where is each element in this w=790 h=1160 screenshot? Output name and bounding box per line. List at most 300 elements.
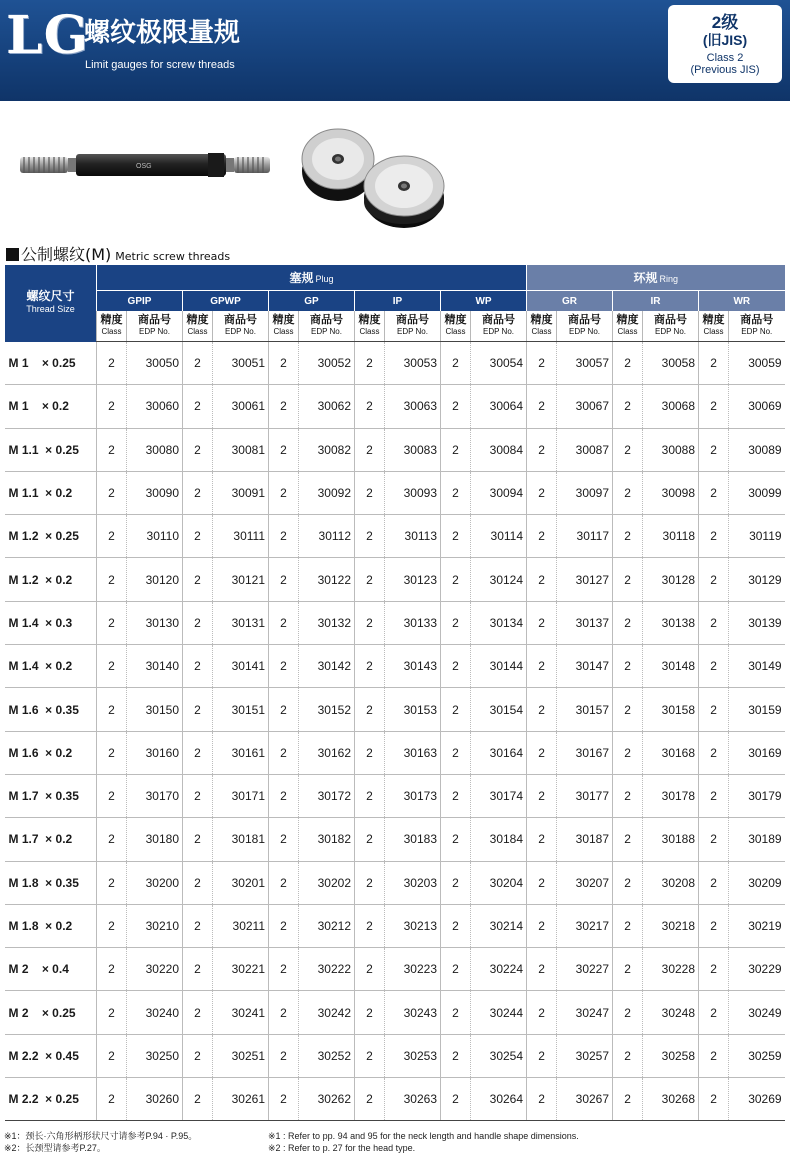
class-cell: 2 [613, 385, 643, 428]
edp-col-header [127, 311, 183, 342]
class-cell: 2 [613, 558, 643, 601]
class-col-header [441, 311, 471, 342]
class-cell: 2 [269, 428, 299, 471]
edp-cell: 30091 [213, 471, 269, 514]
class-cell: 2 [183, 601, 213, 644]
class-cell: 2 [699, 948, 729, 991]
edp-cell: 30137 [557, 601, 613, 644]
class-cell: 2 [527, 515, 557, 558]
class-cell: 2 [355, 645, 385, 688]
class-cell: 2 [183, 1078, 213, 1121]
edp-col-header-en: EDP No. [397, 327, 428, 336]
class-cell: 2 [183, 904, 213, 947]
edp-cell: 30152 [299, 688, 355, 731]
class-cell: 2 [699, 471, 729, 514]
table-row [5, 731, 785, 774]
thread-size-cell: M 1.2 × 0.2 [5, 558, 97, 601]
class-cell: 2 [97, 861, 127, 904]
edp-cell: 30269 [729, 1078, 785, 1121]
edp-cell: 30184 [471, 818, 527, 861]
edp-cell: 30067 [557, 385, 613, 428]
edp-cell: 30214 [471, 904, 527, 947]
edp-cell: 30119 [729, 515, 785, 558]
class-cell: 2 [699, 774, 729, 817]
class-cell: 2 [355, 428, 385, 471]
table-row [5, 385, 785, 428]
class-cell: 2 [441, 688, 471, 731]
class-col-header-cn: 精度 [444, 314, 467, 326]
class-cell: 2 [613, 861, 643, 904]
class-badge-line3: Class 2 [706, 52, 744, 64]
class-cell: 2 [441, 861, 471, 904]
edp-col-header-en: EDP No. [655, 327, 687, 336]
gauge-type-header: GPWP [183, 291, 269, 312]
table-row [5, 428, 785, 471]
class-cell: 2 [355, 342, 385, 385]
gauge-type-header: GP [269, 291, 355, 312]
edp-cell: 30128 [643, 558, 699, 601]
ring-group-header [527, 265, 785, 291]
class-cell: 2 [269, 645, 299, 688]
edp-cell: 30148 [643, 645, 699, 688]
edp-cell: 30217 [557, 904, 613, 947]
thread-size-cell: M 1.6 × 0.2 [5, 731, 97, 774]
class-col-header [183, 311, 213, 342]
class-cell: 2 [441, 342, 471, 385]
thread-size-cell: M 1.6 × 0.35 [5, 688, 97, 731]
class-cell: 2 [269, 688, 299, 731]
class-cell: 2 [269, 342, 299, 385]
table-row [5, 904, 785, 947]
edp-cell: 30242 [299, 991, 355, 1034]
class-cell: 2 [527, 904, 557, 947]
class-cell: 2 [613, 645, 643, 688]
edp-cell: 30164 [471, 731, 527, 774]
edp-cell: 30249 [729, 991, 785, 1034]
edp-cell: 30178 [643, 774, 699, 817]
edp-cell: 30121 [213, 558, 269, 601]
class-cell: 2 [613, 471, 643, 514]
edp-cell: 30051 [213, 342, 269, 385]
edp-cell: 30259 [729, 1034, 785, 1077]
edp-cell: 30253 [385, 1034, 441, 1077]
class-cell: 2 [97, 428, 127, 471]
edp-col-header [643, 311, 699, 342]
edp-cell: 30159 [729, 688, 785, 731]
class-cell: 2 [699, 818, 729, 861]
gauge-type-header: IP [355, 291, 441, 312]
class-cell: 2 [441, 471, 471, 514]
class-cell: 2 [355, 774, 385, 817]
edp-cell: 30160 [127, 731, 183, 774]
edp-cell: 30183 [385, 818, 441, 861]
class-cell: 2 [269, 1034, 299, 1077]
class-col-header-en: Class [101, 327, 122, 336]
gauge-type-header: WR [699, 291, 785, 312]
edp-cell: 30157 [557, 688, 613, 731]
class-cell: 2 [613, 1078, 643, 1121]
edp-cell: 30162 [299, 731, 355, 774]
thread-size-cell: M 1.4 × 0.2 [5, 645, 97, 688]
edp-cell: 30260 [127, 1078, 183, 1121]
note-cn-1: ※1：颈长·六角形柄形状尺寸请参考P.94 · P.95。 [4, 1131, 198, 1141]
thread-size-cell: M 1.7 × 0.35 [5, 774, 97, 817]
edp-cell: 30088 [643, 428, 699, 471]
class-cell: 2 [355, 948, 385, 991]
edp-cell: 30210 [127, 904, 183, 947]
class-col-header-cn: 精度 [272, 314, 295, 326]
edp-cell: 30090 [127, 471, 183, 514]
class-cell: 2 [183, 471, 213, 514]
class-cell: 2 [527, 558, 557, 601]
class-cell: 2 [97, 904, 127, 947]
edp-cell: 30163 [385, 731, 441, 774]
class-cell: 2 [183, 1034, 213, 1077]
class-cell: 2 [97, 991, 127, 1034]
edp-cell: 30204 [471, 861, 527, 904]
class-cell: 2 [355, 558, 385, 601]
edp-cell: 30061 [213, 385, 269, 428]
plug-gauge-image [18, 145, 278, 185]
class-cell: 2 [183, 818, 213, 861]
class-cell: 2 [97, 385, 127, 428]
section-title-en: Metric screw threads [115, 250, 231, 263]
edp-cell: 30112 [299, 515, 355, 558]
class-col-header [699, 311, 729, 342]
class-cell: 2 [355, 385, 385, 428]
edp-cell: 30202 [299, 861, 355, 904]
table-row [5, 948, 785, 991]
edp-cell: 30118 [643, 515, 699, 558]
class-cell: 2 [183, 385, 213, 428]
edp-cell: 30218 [643, 904, 699, 947]
edp-cell: 30252 [299, 1034, 355, 1077]
edp-cell: 30209 [729, 861, 785, 904]
edp-col-header [385, 311, 441, 342]
class-cell: 2 [613, 991, 643, 1034]
series-logo: LG [6, 5, 89, 66]
table-row [5, 1078, 785, 1121]
class-cell: 2 [441, 1034, 471, 1077]
edp-cell: 30123 [385, 558, 441, 601]
edp-cell: 30171 [213, 774, 269, 817]
class-col-header-en: Class [359, 327, 380, 336]
class-cell: 2 [527, 342, 557, 385]
edp-cell: 30087 [557, 428, 613, 471]
class-cell: 2 [699, 991, 729, 1034]
notes-cn [4, 1130, 197, 1154]
edp-cell: 30141 [213, 645, 269, 688]
edp-col-header [557, 311, 613, 342]
ring-group-cn: 环规 [633, 271, 658, 285]
edp-cell: 30052 [299, 342, 355, 385]
edp-cell: 30187 [557, 818, 613, 861]
edp-cell: 30189 [729, 818, 785, 861]
edp-cell: 30114 [471, 515, 527, 558]
edp-cell: 30203 [385, 861, 441, 904]
edp-col-header-en: EDP No. [311, 327, 342, 336]
class-cell: 2 [183, 645, 213, 688]
edp-col-header [729, 311, 785, 342]
notes-en [268, 1130, 579, 1154]
edp-cell: 30124 [471, 558, 527, 601]
edp-col-header-en: EDP No. [483, 327, 514, 336]
edp-cell: 30172 [299, 774, 355, 817]
class-cell: 2 [441, 558, 471, 601]
edp-cell: 30254 [471, 1034, 527, 1077]
edp-cell: 30224 [471, 948, 527, 991]
edp-cell: 30081 [213, 428, 269, 471]
table-row [5, 645, 785, 688]
edp-cell: 30138 [643, 601, 699, 644]
edp-cell: 30247 [557, 991, 613, 1034]
class-cell: 2 [613, 731, 643, 774]
class-cell: 2 [699, 515, 729, 558]
edp-cell: 30130 [127, 601, 183, 644]
edp-cell: 30213 [385, 904, 441, 947]
edp-col-header-cn: 商品号 [138, 314, 171, 326]
class-cell: 2 [527, 688, 557, 731]
table-row [5, 601, 785, 644]
edp-cell: 30149 [729, 645, 785, 688]
thread-size-header [5, 265, 97, 342]
class-cell: 2 [699, 428, 729, 471]
note-cn-2: ※2：长颈型请参考P.27。 [4, 1143, 106, 1153]
page-header [0, 0, 790, 101]
edp-col-header-cn: 商品号 [482, 314, 516, 326]
page-subtitle: Limit gauges for screw threads [85, 59, 235, 71]
edp-cell: 30099 [729, 471, 785, 514]
edp-col-header [471, 311, 527, 342]
product-images [0, 105, 790, 235]
page-title: 螺纹极限量规 [84, 18, 241, 48]
edp-cell: 30120 [127, 558, 183, 601]
class-cell: 2 [699, 558, 729, 601]
class-cell: 2 [441, 1078, 471, 1121]
class-cell: 2 [269, 861, 299, 904]
thread-size-cell: M 1.7 × 0.2 [5, 818, 97, 861]
class-col-header-cn: 精度 [702, 314, 725, 326]
edp-cell: 30240 [127, 991, 183, 1034]
class-col-header-en: Class [445, 327, 466, 336]
class-cell: 2 [269, 948, 299, 991]
class-cell: 2 [527, 601, 557, 644]
class-cell: 2 [269, 515, 299, 558]
edp-cell: 30150 [127, 688, 183, 731]
edp-cell: 30063 [385, 385, 441, 428]
class-col-header [269, 311, 299, 342]
edp-cell: 30211 [213, 904, 269, 947]
class-col-header-cn: 精度 [616, 314, 639, 326]
edp-cell: 30139 [729, 601, 785, 644]
class-cell: 2 [699, 731, 729, 774]
edp-col-header-cn: 商品号 [740, 314, 774, 326]
thread-size-cell: M 1.1 × 0.25 [5, 428, 97, 471]
class-cell: 2 [699, 861, 729, 904]
edp-cell: 30131 [213, 601, 269, 644]
edp-cell: 30129 [729, 558, 785, 601]
class-cell: 2 [699, 385, 729, 428]
edp-cell: 30169 [729, 731, 785, 774]
class-cell: 2 [97, 601, 127, 644]
class-cell: 2 [183, 948, 213, 991]
edp-cell: 30220 [127, 948, 183, 991]
edp-cell: 30158 [643, 688, 699, 731]
edp-cell: 30153 [385, 688, 441, 731]
edp-cell: 30143 [385, 645, 441, 688]
edp-cell: 30167 [557, 731, 613, 774]
edp-cell: 30057 [557, 342, 613, 385]
class-cell: 2 [527, 385, 557, 428]
edp-cell: 30133 [385, 601, 441, 644]
edp-cell: 30122 [299, 558, 355, 601]
edp-cell: 30050 [127, 342, 183, 385]
edp-cell: 30268 [643, 1078, 699, 1121]
table-row [5, 818, 785, 861]
edp-col-header-cn: 商品号 [310, 314, 343, 326]
edp-cell: 30200 [127, 861, 183, 904]
gauge-spec-table [4, 265, 785, 1121]
edp-cell: 30093 [385, 471, 441, 514]
class-cell: 2 [183, 342, 213, 385]
class-cell: 2 [183, 731, 213, 774]
thread-size-cell: M 2.2 × 0.25 [5, 1078, 97, 1121]
class-cell: 2 [355, 818, 385, 861]
edp-cell: 30227 [557, 948, 613, 991]
edp-cell: 30053 [385, 342, 441, 385]
edp-cell: 30068 [643, 385, 699, 428]
class-cell: 2 [699, 1034, 729, 1077]
class-cell: 2 [441, 645, 471, 688]
edp-cell: 30142 [299, 645, 355, 688]
class-col-header-en: Class [703, 327, 724, 336]
class-cell: 2 [441, 428, 471, 471]
class-cell: 2 [355, 1034, 385, 1077]
plug-group-header [97, 265, 527, 291]
edp-col-header-en: EDP No. [139, 327, 170, 336]
plug-group-cn: 塞规 [289, 271, 314, 285]
table-row [5, 515, 785, 558]
class-col-header-en: Class [617, 327, 638, 336]
edp-cell: 30132 [299, 601, 355, 644]
class-cell: 2 [355, 861, 385, 904]
class-cell: 2 [527, 645, 557, 688]
class-cell: 2 [97, 342, 127, 385]
edp-cell: 30092 [299, 471, 355, 514]
class-cell: 2 [355, 688, 385, 731]
note-en-2: ※2 : Refer to p. 27 for the head type. [268, 1143, 416, 1153]
thread-size-header-cn: 螺纹尺寸 [26, 289, 75, 304]
edp-col-header-en: EDP No. [225, 327, 256, 336]
edp-cell: 30208 [643, 861, 699, 904]
edp-cell: 30151 [213, 688, 269, 731]
edp-col-header-cn: 商品号 [568, 314, 602, 326]
table-row [5, 991, 785, 1034]
edp-cell: 30140 [127, 645, 183, 688]
thread-size-cell: M 1.2 × 0.25 [5, 515, 97, 558]
edp-cell: 30264 [471, 1078, 527, 1121]
edp-cell: 30069 [729, 385, 785, 428]
edp-cell: 30084 [471, 428, 527, 471]
class-col-header-en: Class [531, 327, 552, 336]
section-square-icon [6, 248, 19, 261]
edp-col-header-en: EDP No. [741, 327, 773, 336]
edp-cell: 30058 [643, 342, 699, 385]
class-cell: 2 [97, 948, 127, 991]
class-cell: 2 [699, 645, 729, 688]
class-cell: 2 [269, 731, 299, 774]
class-cell: 2 [441, 948, 471, 991]
class-cell: 2 [355, 515, 385, 558]
edp-col-header [213, 311, 269, 342]
edp-cell: 30161 [213, 731, 269, 774]
class-cell: 2 [183, 991, 213, 1034]
ring-gauge-image-notgo [362, 150, 452, 230]
class-cell: 2 [183, 774, 213, 817]
class-cell: 2 [183, 861, 213, 904]
edp-cell: 30062 [299, 385, 355, 428]
edp-cell: 30127 [557, 558, 613, 601]
class-badge-line4: (Previous JIS) [690, 64, 760, 76]
thread-size-cell: M 1 × 0.2 [5, 385, 97, 428]
class-cell: 2 [699, 1078, 729, 1121]
class-cell: 2 [441, 731, 471, 774]
class-badge-line2: (旧JIS) [702, 32, 748, 48]
table-row [5, 342, 785, 385]
gauge-type-header: GR [527, 291, 613, 312]
edp-cell: 30182 [299, 818, 355, 861]
edp-cell: 30248 [643, 991, 699, 1034]
edp-cell: 30261 [213, 1078, 269, 1121]
class-badge-line1: 2级 [711, 13, 739, 32]
edp-cell: 30174 [471, 774, 527, 817]
thread-size-cell: M 2.2 × 0.45 [5, 1034, 97, 1077]
edp-cell: 30173 [385, 774, 441, 817]
plug-group-en: Plug [315, 274, 334, 284]
class-cell: 2 [97, 688, 127, 731]
class-cell: 2 [613, 1034, 643, 1077]
class-cell: 2 [441, 904, 471, 947]
class-cell: 2 [269, 991, 299, 1034]
table-row [5, 688, 785, 731]
section-heading [6, 242, 230, 265]
class-cell: 2 [97, 471, 127, 514]
thread-size-cell: M 1.8 × 0.35 [5, 861, 97, 904]
edp-cell: 30180 [127, 818, 183, 861]
class-cell: 2 [527, 861, 557, 904]
class-cell: 2 [97, 1034, 127, 1077]
edp-cell: 30154 [471, 688, 527, 731]
thread-size-cell: M 2 × 0.25 [5, 991, 97, 1034]
table-row [5, 471, 785, 514]
edp-cell: 30094 [471, 471, 527, 514]
class-cell: 2 [183, 515, 213, 558]
edp-cell: 30083 [385, 428, 441, 471]
class-cell: 2 [699, 601, 729, 644]
class-cell: 2 [613, 688, 643, 731]
class-cell: 2 [613, 342, 643, 385]
edp-cell: 30098 [643, 471, 699, 514]
edp-cell: 30228 [643, 948, 699, 991]
edp-col-header-cn: 商品号 [224, 314, 257, 326]
edp-cell: 30097 [557, 471, 613, 514]
thread-size-cell: M 1.4 × 0.3 [5, 601, 97, 644]
class-cell: 2 [527, 1078, 557, 1121]
class-cell: 2 [441, 774, 471, 817]
edp-cell: 30251 [213, 1034, 269, 1077]
edp-cell: 30181 [213, 818, 269, 861]
class-cell: 2 [269, 601, 299, 644]
